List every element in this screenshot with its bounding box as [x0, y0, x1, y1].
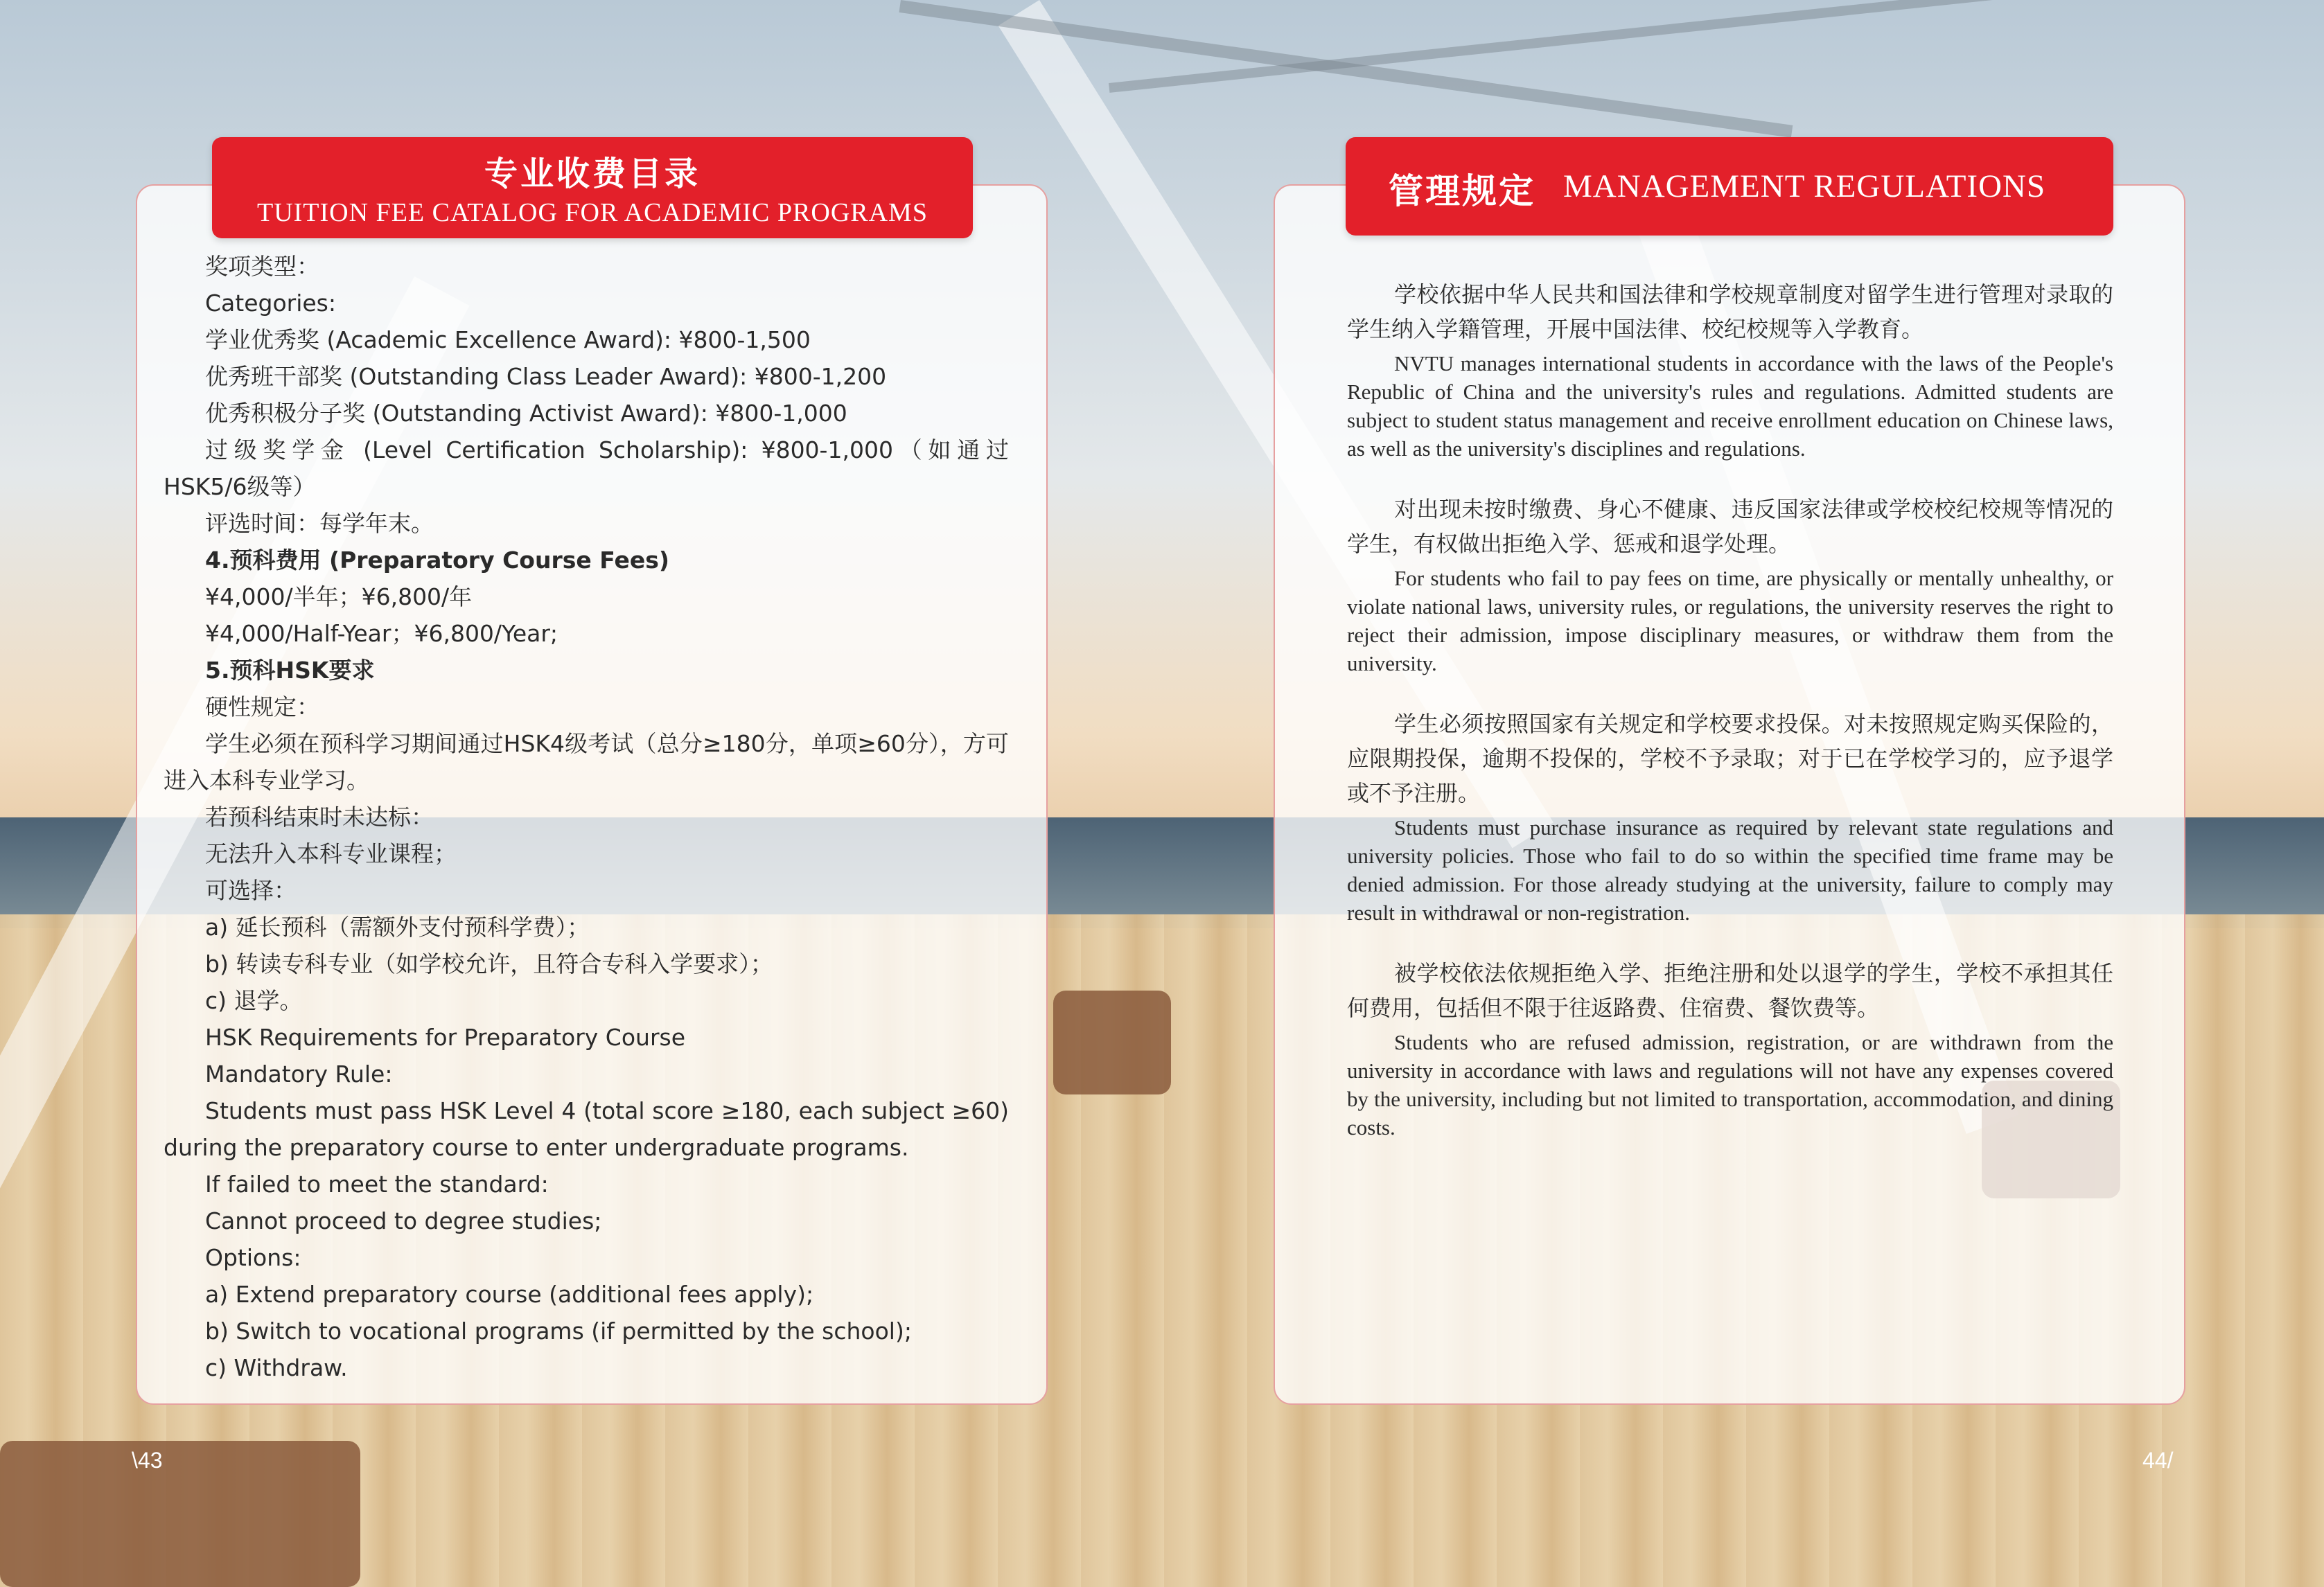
hsk-requirements-en-heading: HSK Requirements for Preparatory Course — [205, 1024, 686, 1051]
banner-title-en: TUITION FEE CATALOG FOR ACADEMIC PROGRAMS — [257, 198, 928, 227]
regulation-paragraph — [1347, 707, 2113, 927]
regulation-en: Students who are refused admission, registration, or are withdrawn from the university in accordance with laws and regulations will not have any expenses covered by the university, including but not limited to transportation, accommodation, and dining costs. — [1347, 1030, 2113, 1140]
tuition-fee-body — [164, 248, 1009, 1386]
background-armchair — [1053, 991, 1171, 1094]
preparatory-fee-en: ¥4,000/Half-Year；¥6,800/Year; — [205, 620, 558, 647]
level-certification-scholarship: 过级奖学金 (Level Certification Scholarship): ¥800-1,000（如通过HSK5/6级等） — [164, 436, 1009, 500]
page-number-right: 44/ — [2142, 1448, 2174, 1473]
management-regulations-banner — [1346, 137, 2113, 236]
mandatory-rule-zh-label: 硬性规定： — [205, 693, 319, 720]
if-failed-en: If failed to meet the standard: — [205, 1171, 549, 1198]
options-en-label: Options: — [205, 1244, 301, 1271]
management-regulations-body — [1347, 277, 2113, 1171]
regulation-en: Students must purchase insurance as required by relevant state regulations and university policies. Those who fail to do so within the specified time frame may be denied admission. For those already studying at the university, failure to comply may result in withdrawal or non-registration. — [1347, 815, 2113, 925]
regulation-zh: 被学校依法依规拒绝入学、拒绝注册和处以退学的学生，学校不承担其任何费用，包括但不限于往返路费、住宿费、餐饮费等。 — [1347, 960, 2113, 1021]
cannot-proceed-zh: 无法升入本科专业课程； — [205, 840, 457, 867]
option-a-zh: a) 延长预科（需额外支付预科学费）； — [205, 914, 590, 941]
section-heading-hsk-requirements: 5.预科HSK要求 — [205, 657, 375, 684]
option-b-en: b) Switch to vocational programs (if permitted by the school); — [205, 1318, 912, 1345]
banner-title-zh: 管理规定 — [1389, 171, 1535, 211]
award-categories-zh: 奖项类型： — [205, 253, 319, 280]
mandatory-rule-en-label: Mandatory Rule: — [205, 1061, 393, 1088]
selection-time: 评选时间：每学年末。 — [205, 510, 434, 537]
regulation-en: NVTU manages international students in accordance with the laws of the People's Republic of China and the university's rules and regulations. Admitted students are subject to student status management and receive enrollment education on Chinese laws, as well as the university's disciplines and regulations. — [1347, 351, 2113, 461]
regulation-zh: 对出现未按时缴费、身心不健康、违反国家法律或学校校纪校规等情况的学生，有权做出拒绝入学、惩戒和退学处理。 — [1347, 496, 2113, 557]
class-leader-award: 优秀班干部奖 (Outstanding Class Leader Award): ¥800-1,200 — [205, 363, 887, 390]
option-a-en: a) Extend preparatory course (additional fees apply); — [205, 1281, 814, 1308]
banner-title-en: MANAGEMENT REGULATIONS — [1563, 168, 2046, 204]
regulation-en: For students who fail to pay fees on time, are physically or mentally unhealthy, or violate national laws, university rules, or regulations, the university reserves the right to reject their admission, impose disciplinary measures, or withdraw them from the university. — [1347, 566, 2113, 675]
options-zh-label: 可选择： — [205, 877, 297, 904]
regulation-zh: 学校依据中华人民共和国法律和学校规章制度对留学生进行管理对录取的学生纳入学籍管理，开展中国法律、校纪校规等入学教育。 — [1347, 281, 2113, 342]
option-c-zh: c) 退学。 — [205, 987, 303, 1014]
mandatory-rule-zh: 学生必须在预科学习期间通过HSK4级考试（总分≥180分，单项≥60分），方可进入本科专业学习。 — [164, 730, 1009, 794]
preparatory-fee-zh: ¥4,000/半年；¥6,800/年 — [205, 583, 473, 610]
award-categories-en: Categories: — [205, 290, 336, 317]
page-number-left: \43 — [132, 1448, 163, 1473]
regulation-paragraph — [1347, 492, 2113, 677]
regulation-zh: 学生必须按照国家有关规定和学校要求投保。对未按照规定购买保险的，应限期投保，逾期不投保的，学校不予录取；对于已在学校学习的，应予退学或不予注册。 — [1347, 711, 2113, 806]
activist-award: 优秀积极分子奖 (Outstanding Activist Award): ¥800-1,000 — [205, 400, 847, 427]
banner-title-zh: 专业收费目录 — [484, 154, 701, 193]
background-sofa — [0, 1441, 360, 1587]
regulation-paragraph — [1347, 956, 2113, 1142]
cannot-proceed-en: Cannot proceed to degree studies; — [205, 1207, 602, 1234]
option-b-zh: b) 转读专科专业（如学校允许，且符合专科入学要求）； — [205, 950, 773, 977]
if-failed-zh: 若预科结束时未达标： — [205, 804, 434, 831]
regulation-paragraph — [1347, 277, 2113, 463]
tuition-fee-banner — [212, 137, 973, 238]
option-c-en: c) Withdraw. — [205, 1354, 348, 1381]
academic-excellence-award: 学业优秀奖 (Academic Excellence Award): ¥800-1,500 — [205, 326, 811, 353]
mandatory-rule-en: Students must pass HSK Level 4 (total score ≥180, each subject ≥60) during the preparatory course to enter undergraduate programs. — [164, 1097, 1009, 1161]
section-heading-preparatory-fees: 4.预科费用 (Preparatory Course Fees) — [205, 547, 669, 574]
